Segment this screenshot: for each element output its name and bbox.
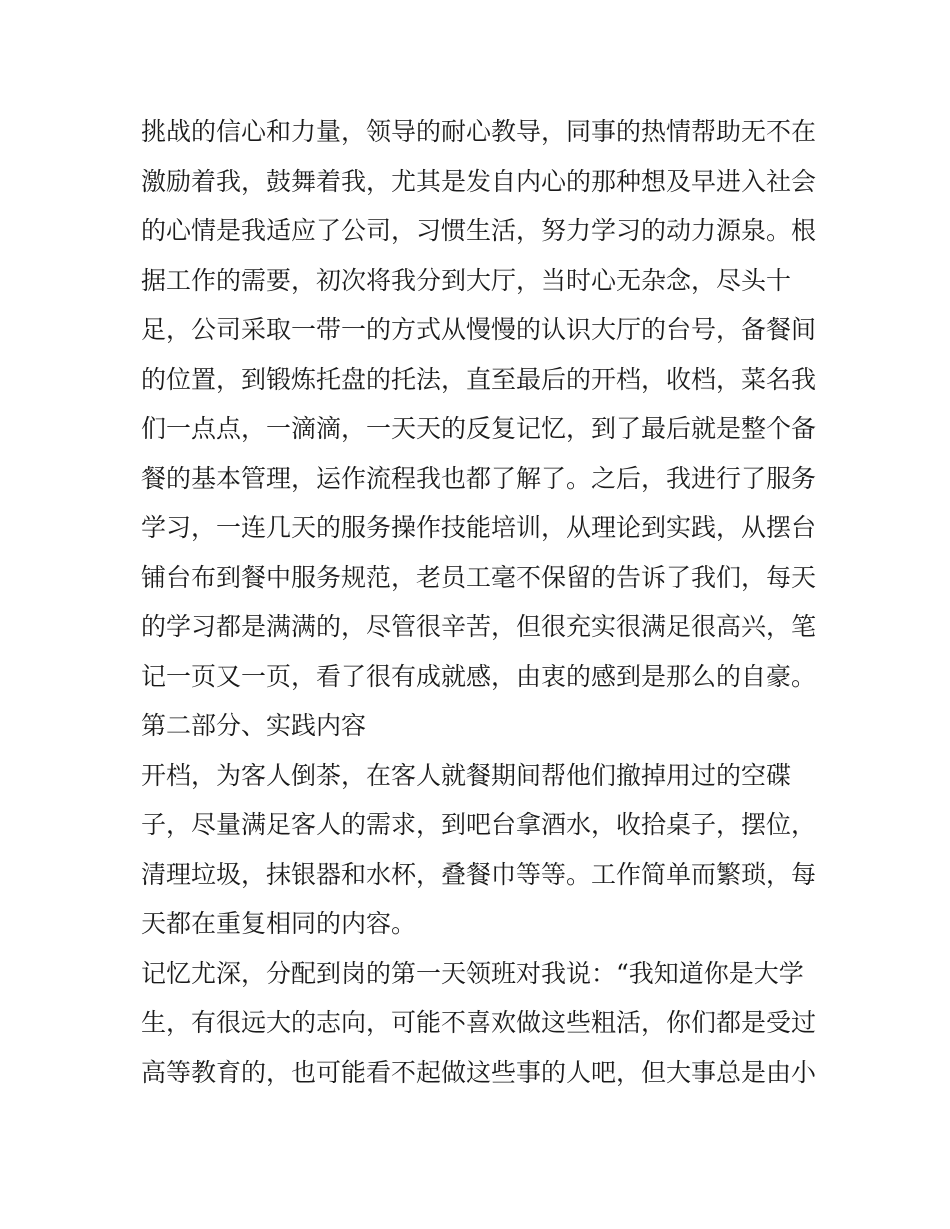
text-line: 铺台布到餐中服务规范，老员工毫不保留的告诉了我们，每天: [141, 562, 817, 592]
text-line: 清理垃圾，抹银器和水杯，叠餐巾等等。工作简单而繁琐，每: [141, 859, 817, 889]
text-line: 餐的基本管理，运作流程我也都了解了。之后，我进行了服务: [141, 463, 817, 493]
body-text: [141, 107, 821, 1097]
text-line: 高等教育的，也可能看不起做这些事的人吧，但大事总是由小: [141, 1057, 817, 1087]
text-line: 们一点点，一滴滴，一天天的反复记忆，到了最后就是整个备: [141, 414, 817, 443]
text-line: 生，有很远大的志向，可能不喜欢做这些粗活，你们都是受过: [141, 1008, 817, 1037]
text-line: 的位置，到锻炼托盘的托法，直至最后的开档，收档，菜名我: [141, 364, 817, 394]
text-line: 激励着我，鼓舞着我，尤其是发自内心的那种想及早进入社会: [141, 166, 817, 196]
section-heading: 第二部分、实践内容: [141, 711, 367, 740]
text-line: 开档，为客人倒茶，在客人就餐期间帮他们撤掉用过的空碟: [141, 760, 792, 790]
text-line: 记忆尤深，分配到岗的第一天领班对我说：“我知道你是大学: [141, 958, 804, 988]
text-line: 的心情是我适应了公司，习惯生活，努力学习的动力源泉。根: [141, 216, 817, 245]
text-line: 的学习都是满满的，尽管很辛苦，但很充实很满足很高兴，笔: [141, 612, 817, 641]
text-line: 挑战的信心和力量，领导的耐心教导，同事的热情帮助无不在: [141, 117, 817, 146]
text-line: 足，公司采取一带一的方式从慢慢的认识大厅的台号，备餐间: [141, 315, 817, 344]
text-line: 据工作的需要，初次将我分到大厅，当时心无杂念，尽头十: [141, 265, 792, 295]
text-line: 子，尽量满足客人的需求，到吧台拿酒水，收拾桌子，摆位，: [141, 810, 817, 839]
text-line: 天都在重复相同的内容。: [141, 909, 417, 938]
text-line: 记一页又一页，看了很有成就感，由衷的感到是那么的自豪。: [141, 661, 817, 691]
text-line: 学习，一连几天的服务操作技能培训，从理论到实践，从摆台: [141, 513, 817, 542]
